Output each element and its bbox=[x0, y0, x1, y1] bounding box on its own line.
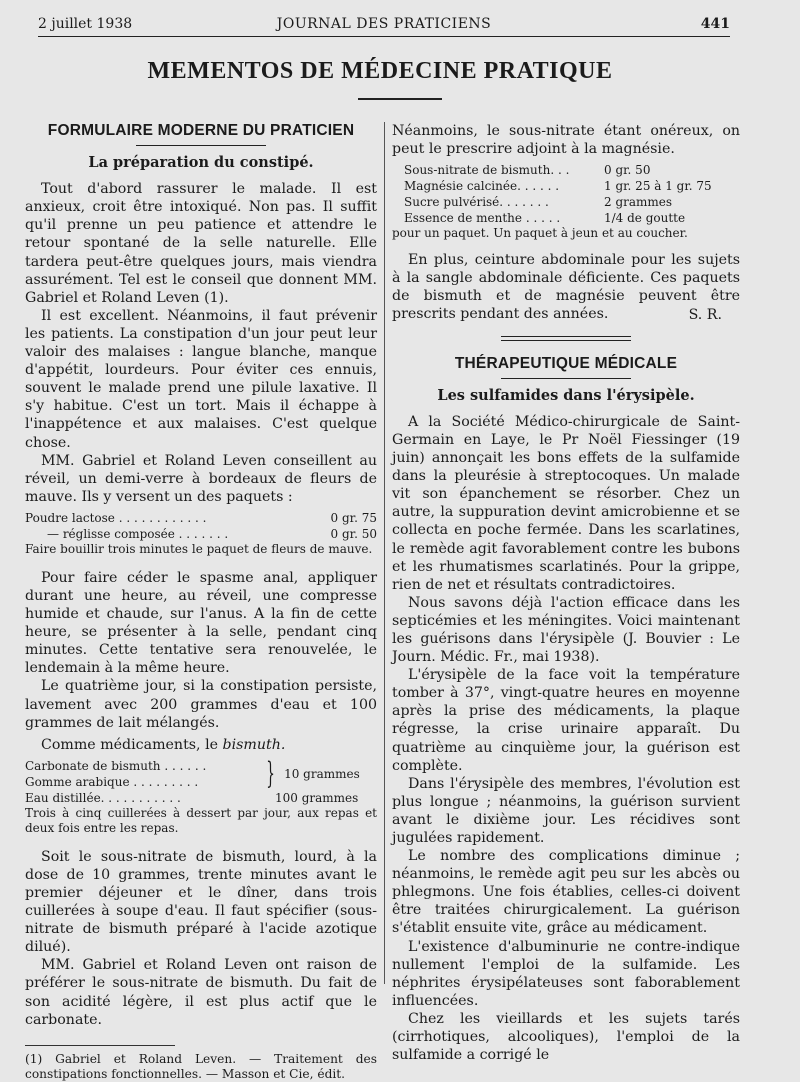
formula-ingredient: Essence de menthe . . . . . bbox=[404, 211, 561, 226]
left-paragraph-1: Tout d'abord rassurer le malade. Il est anxieux, croit être intoxiqué. Non pas. Il suffit qu'il prenne un peu patience et attendre le retour spontané de la selle naturelle. Elle tardera peut-être quelques jours, mais viendra assurément. Tel est le conseil que donnent MM. Gabriel et Roland Leven (1). bbox=[25, 181, 377, 306]
left-paragraph-8: MM. Gabriel et Roland Leven ont raison de préférer le sous-nitrate de bismuth. Du fait de son acidité légère, il est plus actif que le carbonate. bbox=[25, 957, 377, 1028]
formula-row bbox=[404, 210, 740, 226]
header-page-number: 441 bbox=[700, 16, 730, 32]
title-rule bbox=[358, 98, 442, 100]
right-paragraph-1: Néanmoins, le sous-nitrate étant onéreux, on peut le prescrire adjoint à la magnésie. bbox=[392, 123, 740, 158]
column-divider bbox=[384, 122, 385, 984]
formula-ingredient: — réglisse composée . . . . . . . bbox=[47, 526, 229, 541]
footnote: (1) Gabriel et Roland Leven. — Traitement des constipations fonctionnelles. — Masson et Cie, édit. bbox=[25, 1051, 377, 1081]
left-article-title: La préparation du constipé. bbox=[88, 154, 314, 172]
left-paragraph-5: Le quatrième jour, si la constipation persiste, lavement avec 200 grammes d'eau et 100 grammes de lait mélangés. bbox=[25, 678, 377, 731]
formula-row bbox=[25, 790, 377, 806]
right-column bbox=[392, 122, 740, 1064]
right-section-rule bbox=[501, 378, 631, 379]
formula-quantity: 10 grammes bbox=[284, 766, 360, 781]
formula-quantity: 100 grammes bbox=[275, 790, 359, 805]
formula-instruction: Trois à cinq cuillerées à dessert par jour, aux repas et deux fois entre les repas. bbox=[25, 805, 377, 835]
formula-quantity: 0 gr. 75 bbox=[330, 510, 377, 525]
formula-group bbox=[25, 755, 377, 791]
formula-quantity: 0 gr. 50 bbox=[330, 526, 377, 541]
right-paragraph-3: A la Société Médico-chirurgicale de Saint-Germain en Laye, le Pr Noël Fiessinger (19 juin) annonçait les bons effets de la sulfamide dans la pleurésie à streptocoques. Un malade vit son épanchement se résorber. Chez un autre, la suppuration devint amicrobienne et se collecta en poche fermée. Dans les scarlatines, le remède agit favorablement contre les bubons et les rhumatismes scarlatinés. Pour la grippe, rien de net et résultats contradictoires. bbox=[392, 413, 740, 593]
formula-instruction: Faire bouillir trois minutes le paquet de fleurs de mauve. bbox=[25, 541, 373, 556]
right-article-title: Les sulfamides dans l'érysipèle. bbox=[437, 386, 695, 404]
right-paragraph-6: Dans l'érysipèle des membres, l'évolution est plus longue ; néanmoins, la guérison survient avant le dixième jour. Les récidives sont jugulées rapidement. bbox=[392, 775, 740, 846]
left-paragraph-7: Soit le sous-nitrate de bismuth, lourd, à la dose de 10 grammes, trente minutes avant le premier déjeuner et le dîner, dans trois cuillerées à soupe d'eau. Il faut spécifier (sous-nitrate de bismuth préparé à l'acide azotique dilué). bbox=[25, 848, 377, 956]
section-separator bbox=[501, 336, 631, 341]
left-section-rule bbox=[136, 145, 266, 146]
formula-bismuth bbox=[25, 755, 377, 836]
right-section-title: THÉRAPEUTIQUE MÉDICALE bbox=[454, 354, 678, 372]
formula-ingredient: Gomme arabique . . . . . . . . . bbox=[25, 774, 199, 789]
formula-quantity: 1 gr. 25 à 1 gr. 75 bbox=[604, 179, 712, 194]
formula-lactose bbox=[25, 510, 377, 557]
right-paragraph-9: Chez les vieillards et les sujets tarés (cirrhotiques, alcooliques), l'emploi de la sulfamide a corrigé le bbox=[392, 1010, 740, 1064]
formula-magnesie bbox=[392, 162, 740, 241]
formula-ingredient: Magnésie calcinée. . . . . . bbox=[404, 179, 560, 194]
formula-ingredient: Poudre lactose . . . . . . . . . . . . bbox=[25, 510, 207, 525]
running-header bbox=[38, 14, 730, 37]
formula-row bbox=[404, 162, 740, 178]
formula-ingredient: Sous-nitrate de bismuth. . . bbox=[404, 163, 570, 178]
right-paragraph-2: En plus, ceinture abdominale pour les sujets à la sangle abdominale déficiente. Ces paquets de bismuth et de magnésie peuvent être prescrits pendant des années. bbox=[392, 252, 740, 323]
right-paragraph-4: Nous savons déjà l'action efficace dans les septicémies et les méningites. Voici maintenant les guérisons dans l'érysipèle (J. Bouvier : Le Journ. Médic. Fr., mai 1938). bbox=[392, 594, 740, 666]
left-paragraph-6 bbox=[25, 736, 377, 754]
right-paragraph-8: L'existence d'albuminurie ne contre-indique nullement l'emploi de la sulfamide. Les néphrites érysipélateuses sont faborablement influencées. bbox=[392, 938, 740, 1009]
formula-ingredient: Carbonate de bismuth . . . . . . bbox=[25, 758, 207, 773]
formula-row bbox=[404, 194, 740, 210]
header-date: 2 juillet 1938 bbox=[38, 16, 133, 32]
formula-row bbox=[25, 526, 377, 542]
left-section-title: FORMULAIRE MODERNE DU PRATICIEN bbox=[47, 122, 355, 139]
formula-ingredient: Eau distillée. . . . . . . . . . . bbox=[25, 790, 181, 805]
formula-ingredient: Sucre pulvérisé. . . . . . . bbox=[404, 195, 549, 210]
page-title: MEMENTOS DE MÉDECINE PRATIQUE bbox=[147, 58, 613, 84]
right-paragraph-7: Le nombre des complications diminue ; néanmoins, le remède agit peu sur les abcès ou phlegmons. Une fois établies, celles-ci doivent être traitées chirurgicalement. La guérison s'établit ensuite vite, grâce au médicament. bbox=[392, 848, 740, 937]
signature: S. R. bbox=[688, 306, 722, 323]
formula-instruction: pour un paquet. Un paquet à jeun et au coucher. bbox=[392, 226, 688, 241]
left-paragraph-2: Il est excellent. Néanmoins, il faut prévenir les patients. La constipation d'un jour peut leur valoir des malaises : langue blanche, manque d'appétit, lourdeurs. Pour éviter ces ennuis, souvent le malade prend une pilule laxative. Il s'y habitue. C'est un tort. Mais il échappe à l'inappétence et aux malaises. C'est quelque chose. bbox=[25, 307, 377, 451]
footnote-rule bbox=[25, 1045, 175, 1046]
medication-bismuth: bismuth. bbox=[222, 736, 286, 753]
left-paragraph-3: MM. Gabriel et Roland Leven conseillent au réveil, un demi-verre à bordeaux de fleurs de mauve. Ils y versent un des paquets : bbox=[25, 452, 377, 505]
header-journal: JOURNAL DES PRATICIENS bbox=[276, 16, 492, 32]
formula-row bbox=[404, 178, 740, 194]
left-column bbox=[25, 122, 377, 1082]
brace-icon: } bbox=[266, 755, 275, 791]
right-paragraph-5: L'érysipèle de la face voit la température tomber à 37°, vingt-quatre heures en moyenne après la prise des médicaments, la plaque régresse, la crise urinaire apparaît. Du quatrième au cinquième jour, la guérison est complète. bbox=[392, 667, 740, 774]
formula-row bbox=[25, 510, 377, 526]
medication-intro: Comme médicaments, le bbox=[41, 736, 219, 753]
formula-quantity: 1/4 de goutte bbox=[604, 211, 686, 226]
formula-quantity: 2 grammes bbox=[604, 195, 673, 210]
formula-quantity: 0 gr. 50 bbox=[604, 163, 651, 178]
left-paragraph-4: Pour faire céder le spasme anal, appliquer durant une heure, au réveil, une compresse humide et chaude, sur l'anus. A la fin de cette heure, se présenter à la selle, pendant cinq minutes. Cette tentative sera renouvelée, le lendemain à la même heure. bbox=[25, 569, 377, 677]
